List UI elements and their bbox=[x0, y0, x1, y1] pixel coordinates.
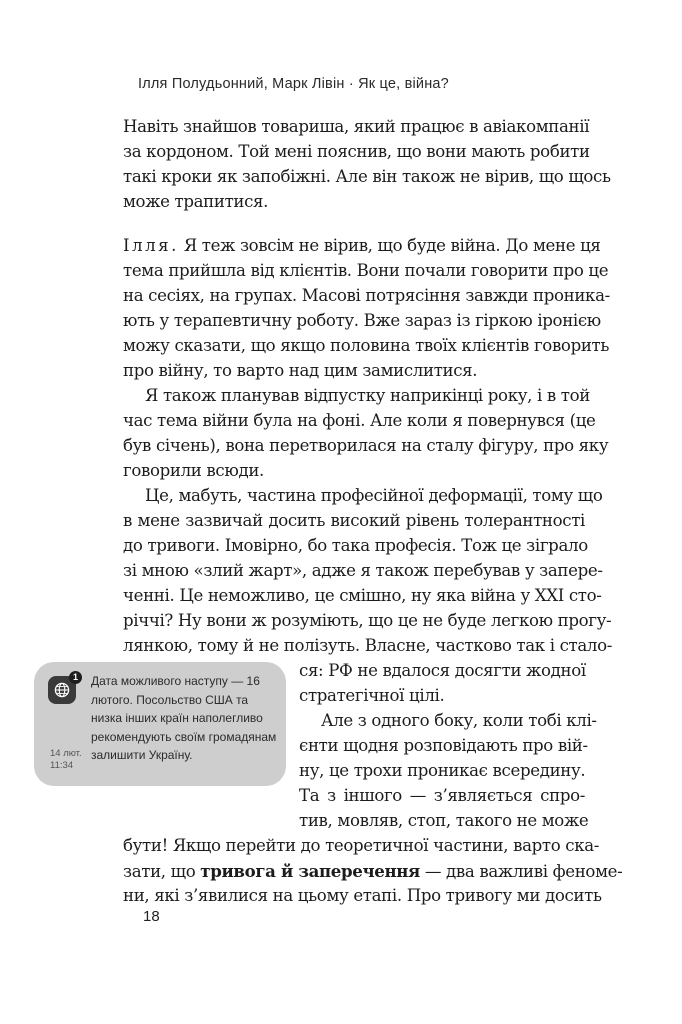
text-line: час тема війни була на фоні. Але коли я повернувся (це bbox=[123, 411, 596, 430]
text-span: — два важливі феноме- bbox=[419, 862, 623, 881]
text-span: зати, що bbox=[123, 862, 201, 881]
text-line: про війну, то варто над цим замислитися. bbox=[123, 361, 478, 380]
text-span: Я теж зовсім не вірив, що буде війна. До мене ця bbox=[183, 236, 601, 255]
text-line: єнти щодня розповідають про вій- bbox=[299, 736, 588, 755]
text-line: бути! Якщо перейти до теоретичної частини, варто ска- bbox=[123, 836, 600, 855]
text-line: ють у терапевтичну роботу. Вже зараз із гіркою іронією bbox=[123, 311, 601, 330]
running-header: Ілля Полудьонний, Марк Лівін · Як це, війна? bbox=[138, 76, 449, 92]
page-number: 18 bbox=[143, 908, 160, 925]
text-line: ни, які з’явилися на цьому етапі. Про тривогу ми досить bbox=[123, 886, 602, 905]
text-line: на сесіях, на групах. Масові потрясіння завжди проника- bbox=[123, 286, 610, 305]
text-line: до тривоги. Імовірно, бо така професія. Тож це зіграло bbox=[123, 536, 588, 555]
text-line: стратегічної цілі. bbox=[299, 686, 445, 705]
text-line: Але з одного боку, коли тобі клі- bbox=[321, 711, 597, 730]
notification-timestamp bbox=[50, 748, 82, 772]
text-line: річчі? Ну вони ж розуміють, що це не буде легкою прогу- bbox=[123, 611, 612, 630]
text-line: може трапитися. bbox=[123, 192, 269, 211]
text-line: можу сказати, що якщо половина твоїх клієнтів говорить bbox=[123, 336, 610, 355]
text-line: тив, мовляв, стоп, такого не може bbox=[299, 811, 589, 830]
text-line: Це, мабуть, частина професійної деформації, тому що bbox=[145, 486, 603, 505]
text-line: Навіть знайшов товариша, який працює в авіакомпанії bbox=[123, 117, 590, 136]
speaker-name: Ілля. bbox=[123, 236, 179, 255]
text-line: зі мною «злий жарт», адже я також перебував у запере- bbox=[123, 561, 603, 580]
text-line: за кордоном. Той мені пояснив, що вони мають робити bbox=[123, 142, 590, 161]
notification-date: 14 лют. bbox=[50, 748, 82, 759]
bold-term: тривога й заперечення bbox=[200, 861, 420, 881]
text-line: в мене зазвичай досить високий рівень толерантності bbox=[123, 511, 585, 530]
text-line: говорили всюди. bbox=[123, 461, 264, 480]
text-line: тема прийшла від клієнтів. Вони почали говорити про це bbox=[123, 261, 609, 280]
text-line: лянкою, тому й не полізуть. Власне, частково так і стало- bbox=[123, 636, 613, 655]
text-line: ся: РФ не вдалося досягти жодної bbox=[299, 661, 586, 680]
notification-badge: 1 bbox=[69, 671, 82, 684]
text-line: Я також планував відпустку наприкінці року, і в той bbox=[145, 386, 590, 405]
text-line: ну, це трохи проникає всередину. bbox=[299, 761, 586, 780]
text-line: такі кроки як запобіжні. Але він також не вірив, що щось bbox=[123, 167, 611, 186]
text-line bbox=[123, 234, 601, 258]
text-line bbox=[123, 859, 623, 883]
text-line: був січень), вона перетворилася на сталу фігуру, про яку bbox=[123, 436, 609, 455]
text-line: ченні. Це неможливо, це смішно, ну яка війна у XXI сто- bbox=[123, 586, 602, 605]
notification-time: 11:34 bbox=[50, 760, 74, 771]
notification-message: Дата можливого наступу — 16 лютого. Посольство США та низка інших країн наполегливо рекомендують своїм громадянам залишити Україну. bbox=[91, 674, 277, 763]
notification-card bbox=[34, 662, 286, 786]
text-line: Та з іншого — з’являється спро- bbox=[299, 786, 585, 805]
